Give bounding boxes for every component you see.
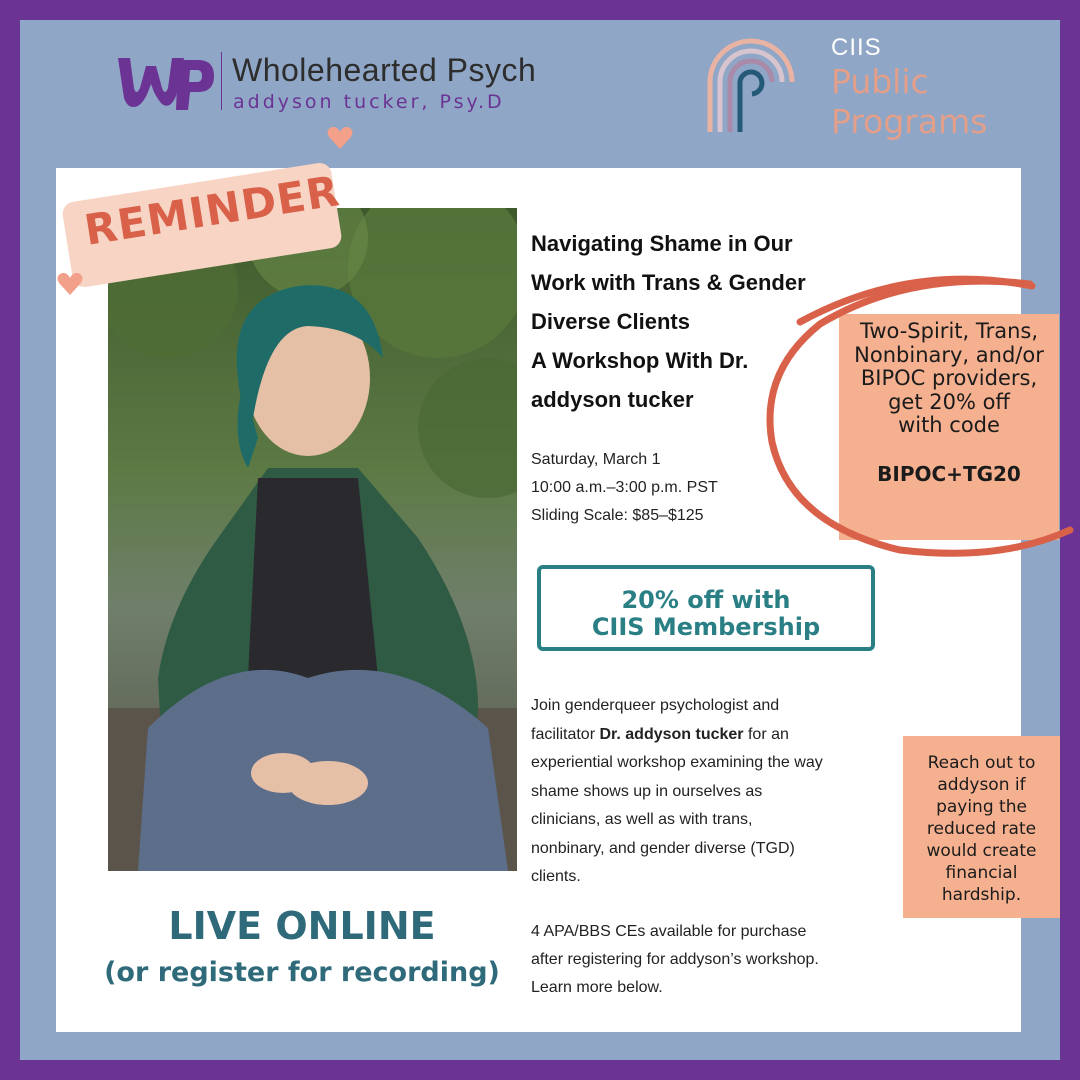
title-line: addyson tucker: [531, 387, 694, 412]
description-line: clients.: [531, 868, 581, 885]
discount-text: Two-Spirit, Trans, Nonbinary, and/or BIPOC providers, get 20% off with code: [854, 319, 1044, 437]
ce-info: [531, 918, 819, 1002]
heart-icon: [56, 270, 84, 298]
presenter-name: Dr. addyson tucker: [599, 725, 744, 743]
workshop-title: [531, 224, 861, 419]
public-label: Public: [831, 62, 929, 101]
description-line: Join genderqueer psychologist and: [531, 697, 780, 714]
brand-name: Wholehearted Psych: [232, 52, 537, 88]
ciis-label: CIIS: [831, 34, 882, 61]
workshop-description: [531, 692, 891, 892]
presenter-photo-illustration: [108, 208, 517, 871]
event-date: Saturday, March 1: [531, 451, 661, 468]
ce-line: 4 APA/BBS CEs available for purchase: [531, 923, 807, 940]
event-details: [531, 446, 718, 530]
hardship-note-box: Reach out to addyson if paying the reduced rate would create financial hardship.: [903, 736, 1060, 918]
reminder-label: REMINDER: [81, 166, 343, 255]
description-line: shame shows up in ourselves as: [531, 782, 763, 800]
discount-code: BIPOC+TG20: [877, 461, 1021, 486]
membership-line: CIIS Membership: [591, 613, 821, 641]
ciis-logo-icon: [704, 36, 798, 134]
recording-label: (or register for recording): [104, 957, 500, 988]
live-online-banner: [100, 903, 504, 991]
ce-line: Learn more below.: [531, 979, 663, 996]
wholehearted-psych-logo-icon: [112, 48, 216, 114]
description-line: clinicians, as well as with trans,: [531, 811, 753, 828]
title-line: Work with Trans & Gender: [531, 270, 806, 295]
brand-subtitle: addyson tucker, Psy.D: [233, 91, 505, 113]
discount-code-box: [839, 314, 1059, 540]
title-line: Diverse Clients: [531, 309, 690, 334]
description-line: experiential workshop examining the way: [531, 754, 823, 771]
membership-discount-badge: [537, 565, 875, 651]
event-time: 10:00 a.m.–3:00 p.m. PST: [531, 479, 718, 496]
brand-divider: [221, 52, 222, 110]
ciis-public-programs-logo: [831, 34, 987, 142]
header: [0, 0, 1080, 160]
live-online-label: LIVE ONLINE: [168, 904, 436, 948]
presenter-photo: [108, 208, 517, 871]
description-line: facilitator Dr. addyson tucker for an: [531, 725, 789, 743]
title-line: A Workshop With Dr.: [531, 348, 749, 373]
programs-label: Programs: [831, 102, 988, 141]
event-price: Sliding Scale: $85–$125: [531, 507, 704, 524]
reminder-tag: [54, 146, 358, 300]
description-line: nonbinary, and gender diverse (TGD): [531, 839, 795, 857]
membership-line: 20% off with: [621, 586, 791, 614]
ce-line: after registering for addyson’s workshop.: [531, 951, 819, 968]
heart-icon: [326, 124, 354, 152]
title-line: Navigating Shame in Our: [531, 231, 793, 256]
